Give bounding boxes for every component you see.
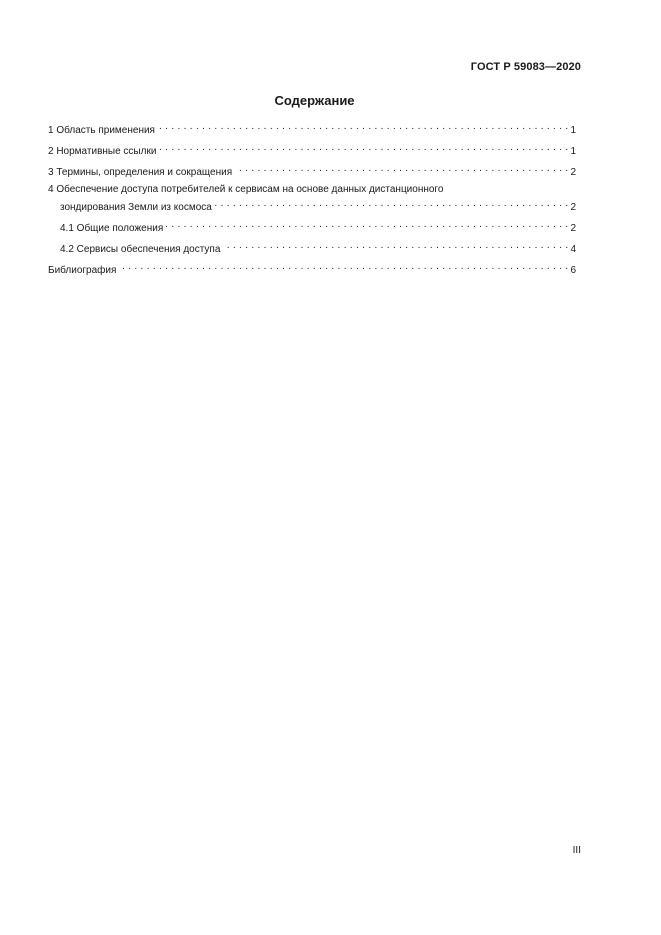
toc-entry-page: 2	[570, 202, 576, 213]
toc-title: Содержание	[274, 93, 355, 108]
toc-entry-title-line1: 4 Обеспечение доступа потребителей к сервисам на основе данных дистанционного	[48, 184, 444, 195]
dot-leader	[235, 162, 568, 175]
toc-entry-title: Библиография	[48, 265, 117, 276]
toc-entry-terms[interactable]	[48, 162, 576, 179]
toc-entry-page: 1	[570, 146, 576, 157]
table-of-contents	[48, 120, 576, 281]
toc-entry-page: 2	[570, 223, 576, 234]
toc-entry-title: 2 Нормативные ссылки	[48, 146, 157, 157]
dot-leader	[119, 260, 568, 273]
dot-leader	[159, 141, 568, 154]
toc-entry-page: 6	[570, 265, 576, 276]
toc-entry-title-line2: зондирования Земли из космоса	[60, 202, 212, 213]
toc-entry-scope[interactable]	[48, 120, 576, 137]
toc-entry-title: 1 Область применения	[48, 125, 155, 136]
toc-entry-page: 2	[570, 167, 576, 178]
toc-entry-normative-references[interactable]	[48, 141, 576, 158]
toc-entry-page: 4	[570, 244, 576, 255]
dot-leader	[215, 197, 569, 210]
toc-entry-title: 4.2 Сервисы обеспечения доступа	[60, 244, 221, 255]
dot-leader	[166, 218, 568, 231]
toc-entry-title: 4.1 Общие положения	[60, 223, 164, 234]
toc-entry-title: 3 Термины, определения и сокращения	[48, 167, 233, 178]
toc-entry-access-services[interactable]	[48, 239, 576, 256]
dot-leader	[223, 239, 568, 252]
dot-leader	[158, 120, 568, 133]
document-code: ГОСТ Р 59083—2020	[470, 61, 581, 73]
toc-entry-bibliography[interactable]	[48, 260, 576, 277]
toc-entry-page: 1	[570, 125, 576, 136]
toc-entry-access-provision[interactable]	[48, 183, 576, 214]
toc-entry-general-provisions[interactable]	[48, 218, 576, 235]
page-number: III	[572, 845, 581, 856]
